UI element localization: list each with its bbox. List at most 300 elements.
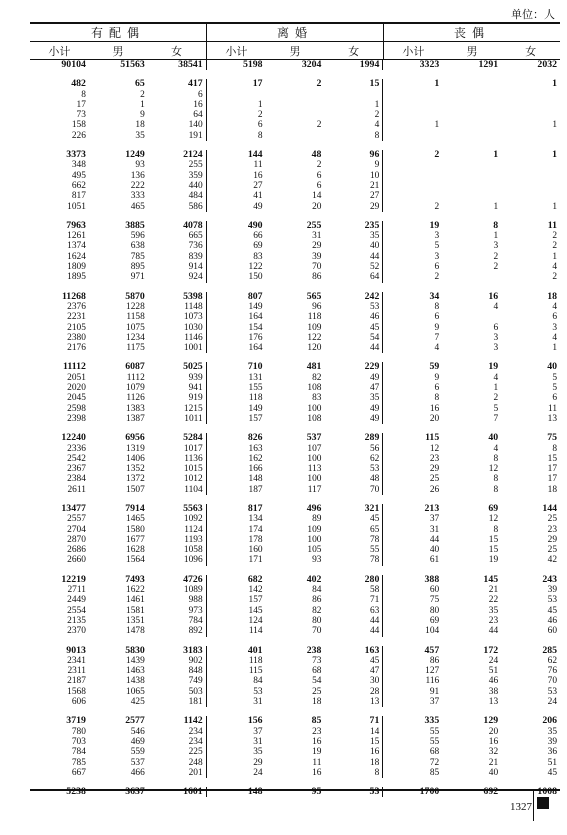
table-cell: 29 <box>324 202 383 212</box>
table-cell <box>442 79 501 89</box>
table-cell: 148 <box>248 474 263 485</box>
table-cell: 86 <box>312 272 322 283</box>
table-cell: 51 <box>547 757 558 768</box>
table-cell: 8 <box>552 443 558 454</box>
table-cell: 9 <box>434 322 440 333</box>
table-cell: 817 <box>71 191 86 202</box>
table-cell: 12219 <box>61 573 86 585</box>
table-cell: 64 <box>148 110 207 120</box>
table-cell: 1 <box>324 100 383 110</box>
table-cell: 24 <box>547 697 558 708</box>
table-cell: 335 <box>424 715 440 727</box>
table-cell: 248 <box>148 758 207 768</box>
table-cell: 65 <box>134 78 145 90</box>
table-cell: 51563 <box>120 59 145 70</box>
table-row-total <box>30 221 560 231</box>
table-cell: 145 <box>483 573 499 585</box>
table-cell: 35 <box>135 130 145 141</box>
table-cell: 1146 <box>148 333 207 343</box>
table-cell: 191 <box>148 131 207 141</box>
table-cell: 2341 <box>67 655 86 666</box>
table-cell <box>266 110 325 120</box>
table-cell: 902 <box>148 656 207 666</box>
table-cell: 20 <box>429 413 440 424</box>
table-cell <box>383 171 442 181</box>
table-cell: 225 <box>148 747 207 757</box>
table-cell: 1073 <box>148 312 207 322</box>
table-cell: 149 <box>248 301 263 312</box>
table-cell: 3183 <box>148 646 207 656</box>
table-row <box>30 454 560 464</box>
table-cell: 83 <box>312 393 322 404</box>
table-cell: 1478 <box>126 626 145 637</box>
table-cell: 234 <box>148 727 207 737</box>
table-cell: 11 <box>312 757 322 768</box>
table-cell: 481 <box>306 361 322 373</box>
table-cell: 150 <box>248 272 263 283</box>
table-cell: 171 <box>248 555 263 566</box>
table-cell: 1030 <box>148 323 207 333</box>
table-cell: 1 <box>140 99 145 110</box>
table-cell: 56 <box>324 444 383 454</box>
table-cell: 8 <box>493 453 499 464</box>
table-cell: 7 <box>434 332 440 343</box>
table-cell: 638 <box>130 241 145 252</box>
table-cell: 76 <box>547 666 558 677</box>
table-cell: 1 <box>434 78 440 90</box>
table-cell: 2 <box>434 272 440 283</box>
table-cell: 31 <box>312 231 322 242</box>
table-row <box>30 737 560 747</box>
table-row <box>30 585 560 595</box>
table-row <box>30 191 560 201</box>
table-cell: 158 <box>71 120 86 131</box>
table-cell: 1 <box>552 343 558 354</box>
row-spacer <box>30 566 560 575</box>
table-cell: 667 <box>71 767 86 778</box>
table-cell: 118 <box>307 312 322 323</box>
table-cell: 2 <box>316 120 322 131</box>
table-cell: 15 <box>547 453 558 464</box>
table-cell: 8 <box>81 89 86 100</box>
table-cell: 2 <box>434 201 440 212</box>
table-cell: 222 <box>130 180 145 191</box>
table-row <box>30 272 560 282</box>
table-cell <box>383 181 442 191</box>
table-cell: 1234 <box>126 332 145 343</box>
table-cell: 64 <box>324 272 383 282</box>
table-cell: 1089 <box>148 585 207 595</box>
table-cell: 6 <box>493 322 499 333</box>
table-cell: 201 <box>148 768 207 778</box>
table-cell: 2611 <box>67 484 86 495</box>
table-cell: 1017 <box>148 444 207 454</box>
table-row <box>30 323 560 333</box>
table-cell: 9 <box>434 372 440 383</box>
table-cell: 21 <box>488 757 499 768</box>
table-cell: 1158 <box>126 312 145 323</box>
table-cell: 348 <box>71 160 86 171</box>
table-row <box>30 404 560 414</box>
table-cell: 826 <box>247 432 263 444</box>
table-cell: 44 <box>324 343 383 353</box>
table-cell: 24 <box>488 655 499 666</box>
table-cell: 5 <box>493 403 499 414</box>
table-cell: 1438 <box>126 676 145 687</box>
table-cell: 40 <box>547 361 558 373</box>
table-row <box>30 616 560 626</box>
table-cell <box>501 191 560 201</box>
table-cell: 71 <box>324 716 383 726</box>
table-row <box>30 312 560 322</box>
table-cell: 333 <box>130 191 145 202</box>
table-cell: 1075 <box>126 322 145 333</box>
table-cell: 3 <box>493 241 499 252</box>
table-cell: 49 <box>253 201 263 212</box>
table-cell: 48 <box>311 149 322 161</box>
table-cell: 2577 <box>125 715 145 727</box>
table-cell <box>501 181 560 191</box>
table-cell: 2557 <box>67 514 86 525</box>
table-cell: 70 <box>547 676 558 687</box>
table-cell: 35 <box>324 231 383 241</box>
table-cell <box>442 312 501 322</box>
table-cell: 53 <box>253 686 263 697</box>
table-cell: 2542 <box>67 453 86 464</box>
table-cell: 3885 <box>125 219 145 231</box>
table-cell: 2 <box>552 272 558 283</box>
table-cell: 1096 <box>148 555 207 565</box>
table-cell: 35 <box>253 747 263 758</box>
table-cell: 2176 <box>67 343 86 354</box>
table-cell: 941 <box>148 383 207 393</box>
table-cell: 122 <box>307 332 322 343</box>
table-cell: 785 <box>130 251 145 262</box>
table-cell: 40 <box>324 241 383 251</box>
table-cell: 15 <box>324 737 383 747</box>
table-cell: 38541 <box>148 60 207 70</box>
table-cell: 93 <box>312 555 322 566</box>
table-cell: 62 <box>547 655 558 666</box>
table-cell: 89 <box>312 514 322 525</box>
table-cell: 73 <box>312 655 322 666</box>
table-cell: 6956 <box>125 432 145 444</box>
table-cell: 2370 <box>67 626 86 637</box>
table-cell: 6 <box>316 170 322 181</box>
table-row-total <box>30 292 560 302</box>
table-cell: 156 <box>247 715 263 727</box>
table-cell: 8 <box>493 484 499 495</box>
table-cell: 157 <box>248 413 263 424</box>
table-row <box>30 302 560 312</box>
table-cell: 80 <box>312 615 322 626</box>
table-cell: 2 <box>324 110 383 120</box>
table-cell: 18 <box>312 697 322 708</box>
table-cell: 17 <box>547 464 558 475</box>
table-cell: 1126 <box>126 393 145 404</box>
table-cell: 29 <box>312 241 322 252</box>
row-spacer <box>30 212 560 221</box>
table-cell: 1439 <box>126 655 145 666</box>
table-cell: 662 <box>71 180 86 191</box>
table-cell: 16 <box>253 170 263 181</box>
table-row <box>30 626 560 636</box>
table-cell: 49 <box>324 373 383 383</box>
table-cell: 17 <box>252 78 263 90</box>
table-cell: 1624 <box>67 251 86 262</box>
table-cell: 537 <box>306 432 322 444</box>
table-cell: 84 <box>253 676 263 687</box>
table-cell <box>501 160 560 170</box>
table-cell: 2336 <box>67 443 86 454</box>
table-cell: 1 <box>493 383 499 394</box>
table-cell: 129 <box>483 715 499 727</box>
table-cell: 2124 <box>148 150 207 160</box>
table-cell: 242 <box>324 292 383 302</box>
table-cell: 1465 <box>126 514 145 525</box>
table-cell: 1008 <box>537 786 558 798</box>
table-cell: 85 <box>429 767 440 778</box>
table-cell: 7493 <box>125 573 145 585</box>
table-cell: 1387 <box>126 413 145 424</box>
table-cell: 1 <box>434 120 440 131</box>
table-cell: 100 <box>307 474 322 485</box>
table-row <box>30 555 560 565</box>
table-cell: 86 <box>312 595 322 606</box>
table-cell: 17 <box>76 99 86 110</box>
table-row <box>30 444 560 454</box>
table-cell: 4 <box>552 262 558 273</box>
table-row-total <box>30 60 560 70</box>
table-cell: 4726 <box>148 575 207 585</box>
table-cell: 895 <box>130 262 145 273</box>
table-cell: 1291 <box>478 59 499 70</box>
table-cell: 37 <box>429 697 440 708</box>
table-cell: 44 <box>324 252 383 262</box>
table-cell: 1463 <box>126 666 145 677</box>
table-cell: 115 <box>425 432 440 444</box>
table-row <box>30 414 560 424</box>
table-cell: 2598 <box>67 403 86 414</box>
table-cell <box>442 160 501 170</box>
table-cell: 78 <box>324 535 383 545</box>
table-cell: 784 <box>148 616 207 626</box>
table-cell: 8 <box>493 474 499 485</box>
table-cell: 14 <box>312 191 322 202</box>
table-cell: 703 <box>71 736 86 747</box>
table-cell: 1249 <box>125 149 145 161</box>
table-cell: 3 <box>434 231 440 242</box>
table-cell <box>442 131 501 141</box>
table-cell: 51 <box>488 666 499 677</box>
table-cell: 229 <box>324 362 383 372</box>
table-cell: 2311 <box>67 666 86 677</box>
table-cell: 16 <box>429 403 440 414</box>
table-cell: 84 <box>312 585 322 596</box>
table-cell: 45 <box>324 514 383 524</box>
table-cell: 86 <box>429 655 440 666</box>
table-cell: 6 <box>552 393 558 404</box>
table-cell: 45 <box>547 605 558 616</box>
table-cell: 19 <box>312 747 322 758</box>
table-cell: 213 <box>424 502 440 514</box>
table-cell: 53 <box>547 595 558 606</box>
table-row <box>30 595 560 605</box>
table-cell: 44 <box>324 616 383 626</box>
table-cell: 114 <box>248 626 263 637</box>
table-row <box>30 131 560 141</box>
table-cell: 23 <box>312 726 322 737</box>
table-row <box>30 202 560 212</box>
table-cell: 1895 <box>67 272 86 283</box>
table-cell: 31 <box>253 736 263 747</box>
table-cell: 6 <box>148 90 207 100</box>
table-cell: 25 <box>312 686 322 697</box>
table-cell: 73 <box>76 110 86 121</box>
table-cell: 140 <box>148 120 207 130</box>
table-cell <box>442 191 501 201</box>
table-cell: 16 <box>148 100 207 110</box>
table-cell: 495 <box>71 170 86 181</box>
table-cell: 30 <box>324 676 383 686</box>
table-cell: 19 <box>429 219 440 231</box>
data-table <box>30 22 560 797</box>
table-cell <box>501 171 560 181</box>
table-cell: 6 <box>257 120 263 131</box>
table-cell: 565 <box>306 290 322 302</box>
subheader-cell: 小计 <box>402 45 425 58</box>
table-row <box>30 525 560 535</box>
table-cell: 11 <box>547 403 558 414</box>
table-cell: 1374 <box>67 241 86 252</box>
table-cell: 7963 <box>66 219 86 231</box>
table-cell: 238 <box>306 644 322 656</box>
table-cell: 1092 <box>148 514 207 524</box>
table-cell: 559 <box>130 747 145 758</box>
table-cell: 163 <box>324 646 383 656</box>
table-cell: 4 <box>493 301 499 312</box>
table-cell: 3 <box>552 322 558 333</box>
table-cell: 18 <box>547 290 558 302</box>
table-cell: 1 <box>493 149 499 161</box>
table-cell: 61 <box>429 555 440 566</box>
table-cell: 75 <box>429 595 440 606</box>
table-cell: 1015 <box>148 464 207 474</box>
table-cell: 22 <box>488 595 499 606</box>
table-cell: 3373 <box>66 149 86 161</box>
table-cell: 39 <box>312 251 322 262</box>
table-cell: 122 <box>248 262 263 273</box>
table-cell: 144 <box>247 149 263 161</box>
table-cell: 417 <box>148 79 207 89</box>
table-cell: 108 <box>307 383 322 394</box>
table-row <box>30 262 560 272</box>
table-cell: 52 <box>324 262 383 272</box>
table-row <box>30 333 560 343</box>
table-cell: 35 <box>324 393 383 403</box>
table-cell: 69 <box>488 502 499 514</box>
table-cell: 55 <box>429 736 440 747</box>
table-cell: 2870 <box>67 534 86 545</box>
table-cell <box>442 272 501 282</box>
table-cell: 1601 <box>148 787 207 797</box>
table-cell: 176 <box>248 332 263 343</box>
table-cell: 6087 <box>125 361 145 373</box>
table-row <box>30 171 560 181</box>
table-cell: 5238 <box>66 786 86 798</box>
table-cell: 39 <box>547 585 558 596</box>
table-cell: 1406 <box>126 453 145 464</box>
table-row <box>30 383 560 393</box>
table-cell: 9 <box>324 160 383 170</box>
table-cell: 3 <box>434 251 440 262</box>
table-cell: 82 <box>312 605 322 616</box>
unit-label: 单位：人 <box>511 9 555 21</box>
table-cell: 23 <box>429 453 440 464</box>
table-cell: 15 <box>324 79 383 89</box>
table-cell: 1148 <box>148 302 207 312</box>
table-cell: 24 <box>253 767 263 778</box>
table-cell: 65 <box>324 525 383 535</box>
table-cell: 8 <box>324 131 383 141</box>
table-cell: 2 <box>552 241 558 252</box>
table-cell: 255 <box>148 160 207 170</box>
table-cell: 41 <box>253 191 263 202</box>
table-cell: 12 <box>488 514 499 525</box>
table-row <box>30 241 560 251</box>
table-row <box>30 231 560 241</box>
table-cell: 69 <box>253 241 263 252</box>
table-cell: 2660 <box>67 555 86 566</box>
table-cell: 1700 <box>419 786 440 798</box>
table-cell: 13 <box>547 413 558 424</box>
table-cell: 70 <box>324 485 383 495</box>
table-cell <box>324 90 383 100</box>
table-row-total <box>30 646 560 656</box>
table-cell: 40 <box>488 767 499 778</box>
subheader-row <box>30 42 560 60</box>
table-cell: 69 <box>429 615 440 626</box>
subheader-cell: 男 <box>466 45 478 58</box>
table-cell: 100 <box>307 534 322 545</box>
table-cell: 48 <box>324 474 383 484</box>
table-cell: 15 <box>488 534 499 545</box>
table-row <box>30 464 560 474</box>
table-cell: 49 <box>324 414 383 424</box>
table-cell: 2231 <box>67 312 86 323</box>
table-cell: 255 <box>306 219 322 231</box>
row-spacer <box>30 141 560 150</box>
table-cell: 2051 <box>67 372 86 383</box>
table-cell: 6 <box>434 383 440 394</box>
table-cell: 2 <box>316 160 322 171</box>
table-row-total <box>30 433 560 443</box>
table-row <box>30 606 560 616</box>
subheader-cell: 女 <box>147 42 207 59</box>
table-cell: 1994 <box>324 60 383 70</box>
table-cell: 2045 <box>67 393 86 404</box>
row-spacer <box>30 353 560 362</box>
table-cell <box>501 100 560 110</box>
bottom-rule <box>30 789 560 791</box>
table-cell: 37 <box>429 514 440 525</box>
table-cell: 1 <box>552 78 558 90</box>
table-row <box>30 373 560 383</box>
table-cell: 100 <box>307 453 322 464</box>
table-cell: 19 <box>488 361 499 373</box>
table-row <box>30 181 560 191</box>
table-cell: 117 <box>307 484 322 495</box>
